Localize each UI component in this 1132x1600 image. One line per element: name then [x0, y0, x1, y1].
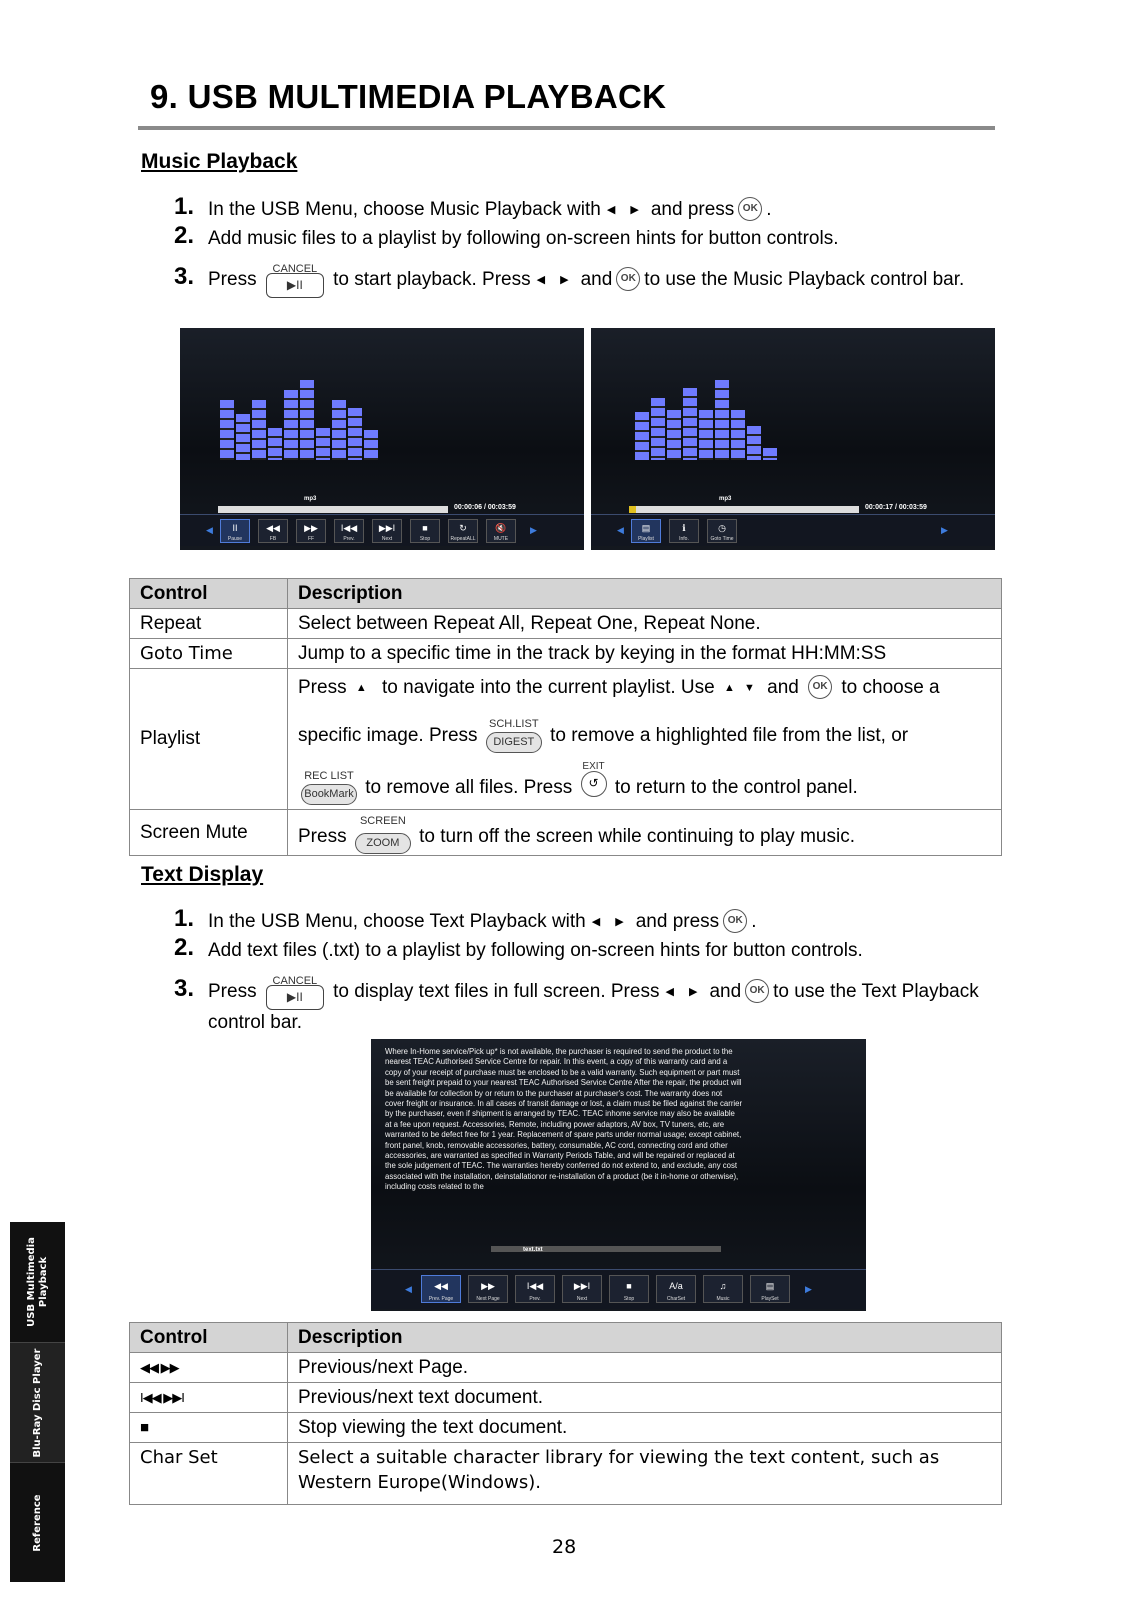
table-row: Repeat Select between Repeat All, Repeat One, Repeat None.	[130, 609, 1002, 639]
ok-button-icon: OK	[738, 197, 762, 221]
text-content: Where In-Home service/Pick up* is not available, the purchaser is required to send the product to the nearest TEAC Authorised Service Centre for repair. In this event, a copy of this warranty card and a copy of your receipt of purchase must be enclosed to be a valid warranty. Such equipment or part must be sent freight prepaid to your nearest TEAC Authorised Service Centre After the repair, the product will be available for collection by or return to the purchaser at purchaser's cost. The warranty does not cover freight or insurance. In all cases of transit damage or lost, a claim must be filed against the carrier by the purchaser, even if shipment is arranged by TEAC. TEAC inhome service may also be available at a fee upon request. Accessories, Remote, including power adaptors, AV box, TV tuners, etc, are warranted to be defect free for 1 year. Replacement of spare parts under normal usage; except cabinet, front panel, knob, removable accessories, battery, consumable, AC cord, connecting cord and other accessories, are warranted as specified in Warranty Periods Table, and will be repaired or replaced at the sole judgement of TEAC. The warranties hereby conferred do not extend to, and exclude, any cost associated with the installation, deinstallationor re-installation of a product (be it in-home or otherwise), including costs related to the	[385, 1047, 743, 1192]
bookmark-key-icon: REC LIST BookMark	[301, 781, 357, 805]
text-heading: Text Display	[141, 863, 264, 886]
control-bar-glyph-icon: ■	[626, 1281, 632, 1291]
control-bar-glyph-icon: A/a	[669, 1281, 683, 1291]
digest-key-icon: SCH.LIST DIGEST	[486, 729, 542, 753]
playback-time: 00:00:17 / 00:03:59	[865, 504, 927, 511]
table-header-row: Control Description	[130, 579, 1002, 609]
music-control-table	[129, 578, 1002, 856]
control-bar-label: Next	[381, 536, 393, 542]
control-bar-button-repeatall[interactable]	[448, 519, 478, 543]
side-tab-usb[interactable]: USB Multimedia Playback	[10, 1222, 65, 1342]
scroll-right-icon: ▶	[530, 525, 537, 535]
table-row: ■ Stop viewing the text document.	[130, 1413, 1002, 1443]
control-bar-label: RepeatALL	[450, 536, 476, 542]
up-arrow-icon: ▲	[355, 682, 373, 694]
music-screenshot-left	[180, 328, 584, 550]
left-right-arrows-icon: ◀ ▶	[665, 986, 704, 998]
control-bar-glyph-icon: ▶▶I	[378, 523, 396, 533]
track-filename: mp3	[719, 496, 732, 502]
control-bar-glyph-icon: ▶▶	[304, 523, 318, 533]
control-bar-label: Info.	[679, 536, 689, 542]
left-right-arrows-icon: ◀ ▶	[591, 916, 630, 928]
scroll-right-icon: ▶	[941, 525, 948, 535]
control-bar-label: Music	[716, 1296, 730, 1302]
music-control-bar	[180, 514, 584, 546]
music-screenshot-right	[591, 328, 995, 550]
control-bar-button-charset[interactable]	[656, 1275, 696, 1303]
table-row: Playlist Press ▲ to navigate into the current playlist. Use ▲ ▼ and OK to choose a specific image. Press SCH.LIST DIGEST to remove a highlighted file from the list, or REC LIST BookMark to remove all files. Press EXIT ↺ to return to the control panel.	[130, 669, 1002, 810]
control-bar-button-next[interactable]	[372, 519, 402, 543]
ok-button-icon: OK	[808, 675, 832, 699]
table-row: ◀◀ ▶▶ Previous/next Page.	[130, 1353, 1002, 1383]
control-bar-label: PlaySet	[761, 1296, 779, 1302]
control-bar-glyph-icon: ♫	[719, 1281, 727, 1291]
text-control-table	[129, 1322, 1002, 1505]
text-control-bar	[371, 1269, 866, 1309]
control-bar-button-playlist[interactable]	[631, 519, 661, 543]
scroll-left-icon: ◀	[405, 1284, 412, 1294]
control-bar-glyph-icon: ◀◀	[434, 1281, 448, 1291]
control-bar-glyph-icon: ▤	[765, 1281, 775, 1291]
control-bar-glyph-icon: ◷	[718, 523, 726, 533]
ok-button-icon: OK	[616, 267, 640, 291]
control-bar-button-playset[interactable]	[750, 1275, 790, 1303]
text-filename: text.txt	[523, 1247, 543, 1253]
left-right-arrows-icon: ◀ ▶	[606, 204, 645, 216]
control-bar-label: CharSet	[666, 1296, 686, 1302]
control-bar-label: Goto Time	[710, 536, 734, 542]
zoom-key-icon: SCREEN ZOOM	[355, 830, 411, 854]
control-bar-label: FF	[307, 536, 315, 542]
text-screenshot	[371, 1039, 866, 1311]
control-bar-button-stop[interactable]	[410, 519, 440, 543]
table-row: Char Set Select a suitable character library for viewing the text content, such as Western Europe(Windows).	[130, 1443, 1002, 1505]
control-bar-glyph-icon: ◀◀	[266, 523, 280, 533]
control-bar-glyph-icon: ▶▶I	[573, 1281, 591, 1291]
control-bar-button-prev[interactable]	[515, 1275, 555, 1303]
cancel-play-pause-key-icon: CANCEL ▶II	[266, 984, 324, 1010]
control-bar-label: Next	[576, 1296, 588, 1302]
side-tabs	[10, 1222, 65, 1582]
control-bar-button-ff[interactable]	[296, 519, 326, 543]
control-bar-button-goto-time[interactable]	[707, 519, 737, 543]
table-row: I◀◀ ▶▶I Previous/next text document.	[130, 1383, 1002, 1413]
side-tab-reference[interactable]: Reference	[10, 1462, 65, 1582]
playback-time: 00:00:06 / 00:03:59	[454, 504, 516, 511]
side-tab-bluray[interactable]: Blu-Ray Disc Player	[10, 1342, 65, 1462]
control-bar-label: Pause	[227, 536, 243, 542]
control-bar-glyph-icon: I◀◀	[526, 1281, 544, 1291]
scroll-left-icon: ◀	[617, 525, 624, 535]
music-control-bar	[591, 514, 995, 546]
control-bar-button-music[interactable]	[703, 1275, 743, 1303]
control-bar-button-next-page[interactable]	[468, 1275, 508, 1303]
control-bar-label: Prev.	[343, 536, 355, 542]
control-bar-label: FB	[269, 536, 277, 542]
scroll-right-icon: ▶	[805, 1284, 812, 1294]
ok-button-icon: OK	[745, 979, 769, 1003]
control-bar-button-prev[interactable]	[334, 519, 364, 543]
equalizer-visual	[220, 368, 340, 460]
control-bar-button-next[interactable]	[562, 1275, 602, 1303]
page-title: 9. USB MULTIMEDIA PLAYBACK	[150, 78, 667, 115]
control-bar-label: Stop	[623, 1296, 635, 1302]
control-bar-label: Next Page	[476, 1296, 500, 1302]
control-bar-label: Prev. Page	[428, 1296, 454, 1302]
control-bar-label: Stop	[419, 536, 431, 542]
control-bar-glyph-icon: ▤	[641, 523, 651, 533]
exit-key-icon: EXIT ↺	[580, 771, 608, 797]
control-bar-button-stop[interactable]	[609, 1275, 649, 1303]
table-row: Goto Time Jump to a specific time in the track by keying in the format HH:MM:SS	[130, 639, 1002, 669]
control-bar-button-prev-page[interactable]	[421, 1275, 461, 1303]
stop-icon: ■	[130, 1413, 288, 1443]
playback-progress-bar	[629, 506, 859, 513]
control-bar-label: Playlist	[638, 536, 654, 542]
control-bar-button-info[interactable]	[669, 519, 699, 543]
control-bar-glyph-icon: I◀◀	[340, 523, 358, 533]
page-number: 28	[552, 1536, 577, 1558]
control-bar-glyph-icon: ▶▶	[481, 1281, 495, 1291]
control-bar-glyph-icon: ℹ	[682, 523, 686, 533]
control-bar-label: Prev.	[529, 1296, 541, 1302]
control-bar-glyph-icon: II	[232, 523, 238, 533]
title-rule	[138, 126, 995, 130]
control-bar-glyph-icon: 🔇	[495, 523, 507, 533]
control-bar-label: MUTE	[493, 536, 509, 542]
music-heading: Music Playback	[141, 150, 298, 173]
prev-next-page-icon: ◀◀ ▶▶	[130, 1353, 288, 1383]
cancel-play-pause-key-icon: CANCEL ▶II	[266, 272, 324, 298]
control-bar-button-pause[interactable]	[220, 519, 250, 543]
table-header-row: Control Description	[130, 1323, 1002, 1353]
control-bar-glyph-icon: ■	[422, 523, 428, 533]
scroll-left-icon: ◀	[206, 525, 213, 535]
equalizer-visual	[635, 368, 775, 460]
prev-next-document-icon: I◀◀ ▶▶I	[130, 1383, 288, 1413]
table-row: Screen Mute Press SCREEN ZOOM to turn off the screen while continuing to play music.	[130, 810, 1002, 856]
control-bar-button-fb[interactable]	[258, 519, 288, 543]
track-filename: mp3	[304, 496, 317, 502]
ok-button-icon: OK	[723, 909, 747, 933]
up-down-arrows-icon: ▲ ▼	[724, 682, 758, 694]
left-right-arrows-icon: ◀ ▶	[536, 274, 575, 286]
control-bar-button-mute[interactable]	[486, 519, 516, 543]
control-bar-glyph-icon: ↻	[459, 523, 467, 533]
playback-progress-bar	[218, 506, 448, 513]
